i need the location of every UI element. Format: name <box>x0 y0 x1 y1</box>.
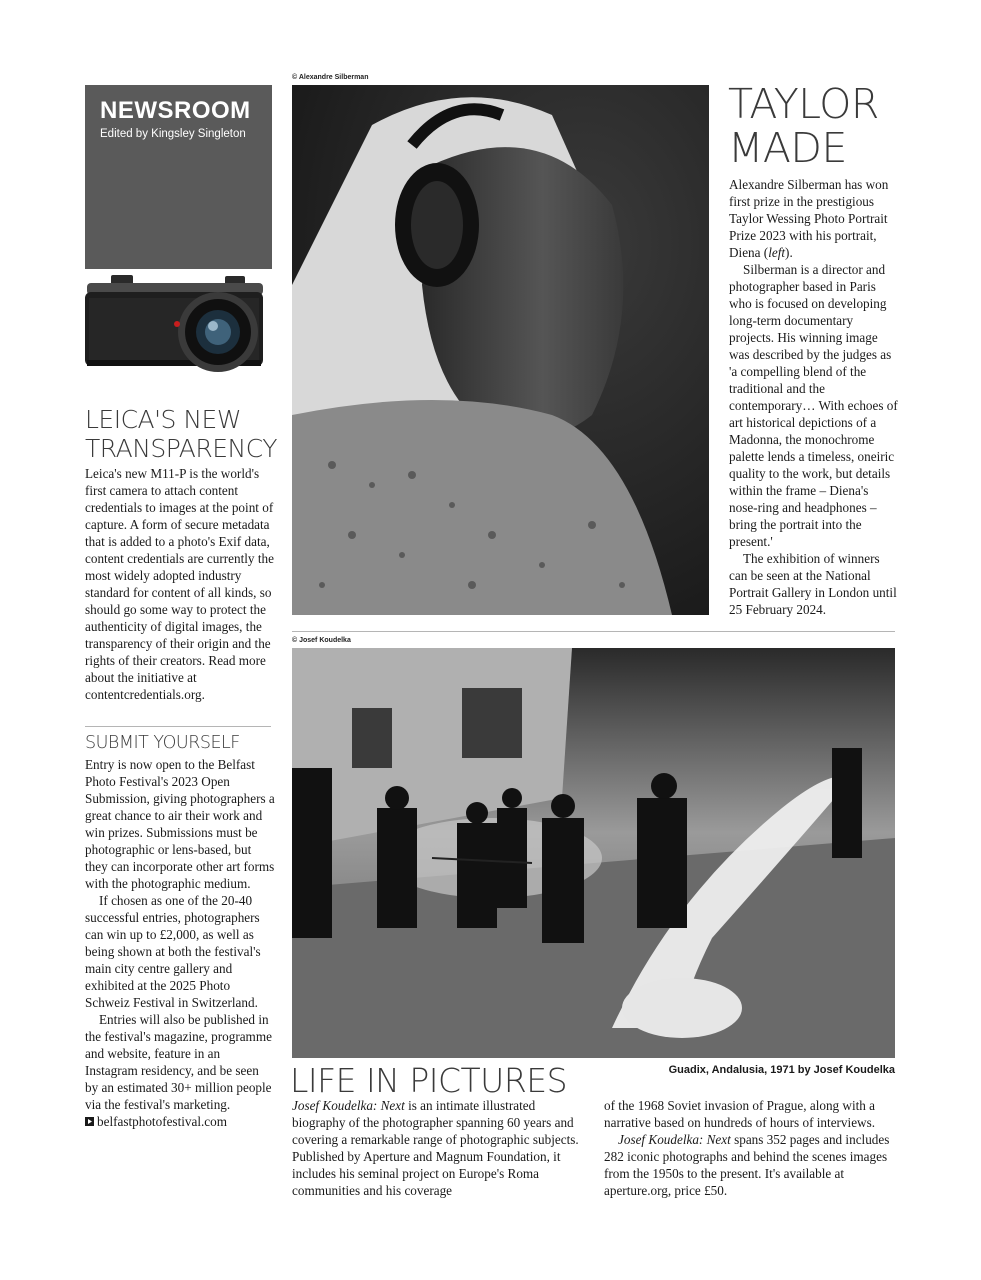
taylor-body <box>729 176 899 618</box>
leica-headline-line2: TRANSPARENCY <box>85 434 278 463</box>
taylor-paragraph: Silberman is a director and photographer based in Paris who is focused on developing long-term documentary projects. His winning image was described by the judges as 'a compelling blend of the traditional and the contemporary… With echoes of art historical depictions of a Madonna, the monochrome palette lends a timeless, oneiric quality to the work, but details within the frame – Diena's nose-ring and headphones – bring the portrait into the present.' <box>729 262 898 549</box>
life-column-1 <box>292 1097 582 1199</box>
newsroom-banner <box>85 85 272 269</box>
editor-credit: Edited by Kingsley Singleton <box>100 128 246 140</box>
submit-body <box>85 756 275 1130</box>
leica-camera-image <box>85 272 272 400</box>
life-paragraph: Josef Koudelka: Next is an intimate illustrated biography of the photographer spanning 60 years and covering a remarkable range of photographic subjects. Published by Aperture and Magnum Foundation, it includes his seminal project on Europe's Roma communities and his coverage <box>292 1098 579 1198</box>
link-arrow-icon <box>85 1117 94 1126</box>
photo-credit: © Josef Koudelka <box>292 637 351 644</box>
divider <box>292 631 895 632</box>
life-column-2 <box>604 1097 899 1199</box>
submit-paragraph: Entries will also be published in the festival's magazine, programme and website, feature in an Instagram residency, and be seen by an estimated 30+ million people via the festival's marketing. <box>85 1012 272 1112</box>
taylor-paragraph: Alexandre Silberman has won first prize in the prestigious Taylor Wessing Photo Portrait Prize 2023 with his portrait, Diena (left). <box>729 177 889 260</box>
submit-paragraph: If chosen as one of the 20-40 successful entries, photographers can win up to £2,000, as well as being shown at both the festival's main city centre gallery and exhibited at the 2025 Photo Schweiz Festival in Switzerland. <box>85 893 261 1010</box>
life-paragraph: of the 1968 Soviet invasion of Prague, along with a narrative based on hundreds of hours of interviews. <box>604 1098 876 1130</box>
taylor-headline-line2: MADE <box>728 124 847 172</box>
divider <box>85 726 271 727</box>
taylor-headline-line1: TAYLOR <box>728 80 879 128</box>
submit-headline: SUBMIT YOURSELF <box>85 733 240 753</box>
submit-paragraph: Entry is now open to the Belfast Photo Festival's 2023 Open Submission, giving photographers a great chance to air their work and win prizes. Submissions must be photographic or lens-based, but they can incorporate other art forms with the photographic medium. <box>85 757 275 891</box>
street-photo <box>292 648 895 1058</box>
leica-headline <box>85 405 285 463</box>
photo-caption: Guadix, Andalusia, 1971 by Josef Koudelka <box>668 1064 895 1076</box>
taylor-headline <box>728 82 898 170</box>
photo-credit: © Alexandre Silberman <box>292 74 369 81</box>
life-headline: LIFE IN PICTURES <box>290 1061 568 1100</box>
taylor-paragraph: The exhibition of winners can be seen at the National Portrait Gallery in London until 25 February 2024. <box>729 551 897 617</box>
portrait-photo <box>292 85 709 615</box>
submit-link-line <box>85 1113 275 1130</box>
leica-headline-line1: LEICA'S NEW <box>85 405 242 434</box>
festival-link[interactable]: belfastphotofestival.com <box>97 1114 228 1129</box>
section-title: NEWSROOM <box>100 97 251 124</box>
leica-body: Leica's new M11-P is the world's first camera to attach content credentials to images at the point of capture. A form of secure metadata that is added to a photo's Exif data, content credentials are currently the most widely adopted industry standard for content of all kinds, so should go some way to protect the authenticity of digital images, the transparency of their origin and the rights of their creators. Read more about the initiative at contentcredentials.org. <box>85 466 274 702</box>
life-paragraph: Josef Koudelka: Next spans 352 pages and includes 282 iconic photographs and behind the scenes images from the 1950s to the present. It's available at aperture.org, price £50. <box>604 1132 890 1198</box>
